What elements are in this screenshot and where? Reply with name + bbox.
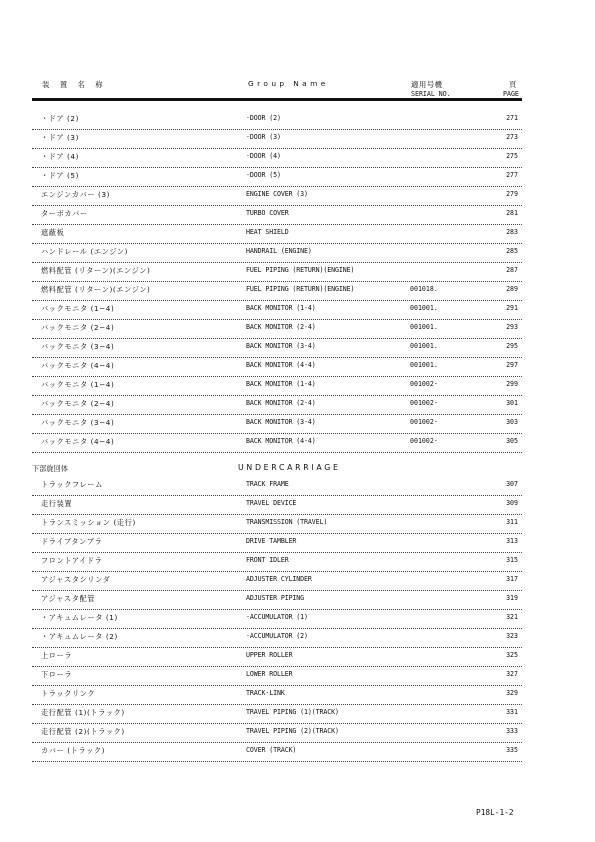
- item-page: 279: [506, 190, 518, 198]
- item-page: 271: [506, 114, 518, 122]
- item-serial: 001001.: [410, 342, 438, 350]
- item-page: 317: [506, 575, 518, 583]
- table-row: [32, 742, 522, 762]
- item-serial: 001002-: [410, 380, 438, 388]
- table-row: [32, 414, 522, 434]
- item-name-ja: ・ドア (4): [41, 152, 80, 161]
- table-row: [32, 609, 522, 629]
- table-row: [32, 704, 522, 724]
- table-row: [32, 243, 522, 263]
- item-name-ja: バックモニタ (2−4): [41, 323, 115, 332]
- item-name-ja: ターボカバー: [41, 209, 88, 218]
- item-page: 289: [506, 285, 518, 293]
- item-page: 325: [506, 651, 518, 659]
- item-page: 303: [506, 418, 518, 426]
- item-name-en: FUEL PIPING (RETURN)(ENGINE): [246, 285, 355, 293]
- item-name-ja: バックモニタ (4−4): [41, 361, 115, 370]
- table-row: [32, 186, 522, 206]
- table-row: [32, 495, 522, 515]
- item-name-ja: 走行配管 (1)(トラック): [41, 708, 125, 717]
- section-title-ja: 下部旋回体: [32, 464, 68, 473]
- item-page: 281: [506, 209, 518, 217]
- item-page: 309: [506, 499, 518, 507]
- item-name-ja: ハンドレール (エンジン): [41, 247, 129, 256]
- item-page: 299: [506, 380, 518, 388]
- header-name-ja: 装 置 名 称: [42, 80, 107, 89]
- item-page: 297: [506, 361, 518, 369]
- header-page-ja: 頁: [509, 80, 517, 89]
- item-name-ja: 走行装置: [41, 499, 73, 508]
- table-row: [32, 395, 522, 415]
- item-name-ja: バックモニタ (1−4): [41, 380, 115, 389]
- item-page: 285: [506, 247, 518, 255]
- item-page: 323: [506, 632, 518, 640]
- item-name-ja: 走行配管 (2)(トラック): [41, 727, 125, 736]
- table-row: [32, 262, 522, 282]
- table-row: [32, 571, 522, 591]
- page-code: P18L-1-2: [476, 808, 514, 817]
- item-page: 277: [506, 171, 518, 179]
- table-row: [32, 357, 522, 377]
- item-name-en: TRAVEL PIPING (1)(TRACK): [246, 708, 339, 716]
- table-row: [32, 476, 522, 496]
- table-row: [32, 338, 522, 358]
- table-row: [32, 300, 522, 320]
- item-page: 311: [506, 518, 518, 526]
- item-name-en: BACK MONITOR (2-4): [246, 323, 316, 331]
- table-row: [32, 628, 522, 648]
- item-name-en: BACK MONITOR (4-4): [246, 437, 316, 445]
- header-page-en: PAGE: [503, 90, 519, 98]
- table-row: [32, 685, 522, 705]
- section-heading: [32, 463, 522, 477]
- item-name-ja: ・アキュムレータ (2): [41, 632, 118, 641]
- item-page: 287: [506, 266, 518, 274]
- table-row: [32, 319, 522, 339]
- table-row: [32, 666, 522, 686]
- table-row: [32, 514, 522, 534]
- item-name-ja: アジャスタシリンダ: [41, 575, 111, 584]
- item-name-en: HANDRAIL (ENGINE): [246, 247, 312, 255]
- item-name-en: COVER (TRACK): [246, 746, 297, 754]
- item-name-en: BACK MONITOR (1-4): [246, 380, 316, 388]
- table-row: [32, 723, 522, 743]
- item-name-ja: ・アキュムレータ (1): [41, 613, 118, 622]
- item-name-en: LOWER ROLLER: [246, 670, 293, 678]
- item-name-en: TRACK FRAME: [246, 480, 289, 488]
- item-name-ja: トラックリンク: [41, 689, 96, 698]
- item-name-ja: フロントアイドラ: [41, 556, 103, 565]
- item-page: 283: [506, 228, 518, 236]
- table-row: [32, 129, 522, 149]
- item-name-en: ·DOOR (3): [246, 133, 281, 141]
- item-page: 319: [506, 594, 518, 602]
- item-name-en: ADJUSTER PIPING: [246, 594, 305, 602]
- item-name-ja: 下ローラ: [41, 670, 73, 679]
- item-page: 313: [506, 537, 518, 545]
- item-page: 305: [506, 437, 518, 445]
- table-row: [32, 647, 522, 667]
- table-row: [32, 110, 522, 130]
- item-page: 335: [506, 746, 518, 754]
- item-name-ja: バックモニタ (3−4): [41, 418, 115, 427]
- item-name-ja: エンジンカバー (3): [41, 190, 111, 199]
- header-serial-en: SERIAL NO.: [411, 90, 451, 98]
- item-serial: 001001.: [410, 323, 438, 331]
- table-row: [32, 167, 522, 187]
- item-page: 329: [506, 689, 518, 697]
- item-name-ja: 燃料配管 (リターン)(エンジン): [41, 285, 151, 294]
- item-name-en: BACK MONITOR (4-4): [246, 361, 316, 369]
- table-row: [32, 148, 522, 168]
- item-serial: 001001.: [410, 361, 438, 369]
- item-name-en: HEAT SHIELD: [246, 228, 289, 236]
- item-page: 295: [506, 342, 518, 350]
- table-row: [32, 590, 522, 610]
- item-name-en: ADJUSTER CYLINDER: [246, 575, 312, 583]
- item-name-ja: アジャスタ配管: [41, 594, 96, 603]
- header-group-name: Group Name: [248, 79, 329, 88]
- item-name-ja: バックモニタ (3−4): [41, 342, 115, 351]
- item-name-en: BACK MONITOR (3-4): [246, 418, 316, 426]
- item-serial: 001002-: [410, 418, 438, 426]
- item-name-ja: バックモニタ (1−4): [41, 304, 115, 313]
- item-name-en: ·DOOR (4): [246, 152, 281, 160]
- item-name-ja: トランスミッション (走行): [41, 518, 136, 527]
- item-name-en: TRAVEL PIPING (2)(TRACK): [246, 727, 339, 735]
- item-name-ja: ・ドア (5): [41, 171, 80, 180]
- item-page: 301: [506, 399, 518, 407]
- item-name-en: BACK MONITOR (3-4): [246, 342, 316, 350]
- item-name-en: ·DOOR (5): [246, 171, 281, 179]
- item-name-ja: カバー (トラック): [41, 746, 106, 755]
- item-page: 291: [506, 304, 518, 312]
- table-row: [32, 376, 522, 396]
- header-serial-ja: 適用号機: [411, 80, 443, 89]
- item-name-ja: ・ドア (2): [41, 114, 80, 123]
- item-name-ja: 燃料配管 (リターン)(エンジン): [41, 266, 151, 275]
- section-title-en: UNDERCARRIAGE: [238, 463, 341, 472]
- table-row: [32, 552, 522, 572]
- table-row: [32, 433, 522, 453]
- item-page: 321: [506, 613, 518, 621]
- item-name-ja: 上ローラ: [41, 651, 73, 660]
- item-name-en: ·ACCUMULATOR (2): [246, 632, 308, 640]
- item-name-en: DRIVE TAMBLER: [246, 537, 297, 545]
- item-name-en: UPPER ROLLER: [246, 651, 293, 659]
- item-page: 315: [506, 556, 518, 564]
- item-page: 331: [506, 708, 518, 716]
- item-name-ja: トラックフレーム: [41, 480, 103, 489]
- item-serial: 001002-: [410, 437, 438, 445]
- item-name-en: TRANSMISSION (TRAVEL): [246, 518, 328, 526]
- item-page: 333: [506, 727, 518, 735]
- item-page: 273: [506, 133, 518, 141]
- item-name-en: BACK MONITOR (1-4): [246, 304, 316, 312]
- item-name-ja: バックモニタ (2−4): [41, 399, 115, 408]
- item-name-en: TRAVEL DEVICE: [246, 499, 297, 507]
- table-row: [32, 281, 522, 301]
- item-name-en: ENGINE COVER (3): [246, 190, 308, 198]
- item-name-en: FUEL PIPING (RETURN)(ENGINE): [246, 266, 355, 274]
- item-serial: 001001.: [410, 304, 438, 312]
- table-row: [32, 224, 522, 244]
- table-row: [32, 205, 522, 225]
- table-row: [32, 533, 522, 553]
- item-name-en: ·DOOR (2): [246, 114, 281, 122]
- item-page: 275: [506, 152, 518, 160]
- item-serial: 001018.: [410, 285, 438, 293]
- item-name-en: BACK MONITOR (2-4): [246, 399, 316, 407]
- item-name-en: ·ACCUMULATOR (1): [246, 613, 308, 621]
- item-name-en: TRACK-LINK: [246, 689, 285, 697]
- item-name-en: FRONT IDLER: [246, 556, 289, 564]
- item-name-ja: バックモニタ (4−4): [41, 437, 115, 446]
- item-page: 327: [506, 670, 518, 678]
- item-name-ja: ドライブタンブラ: [41, 537, 103, 546]
- item-page: 307: [506, 480, 518, 488]
- item-name-en: TURBO COVER: [246, 209, 289, 217]
- item-name-ja: ・ドア (3): [41, 133, 80, 142]
- item-serial: 001002-: [410, 399, 438, 407]
- item-page: 293: [506, 323, 518, 331]
- item-name-ja: 遮蔽板: [41, 228, 65, 237]
